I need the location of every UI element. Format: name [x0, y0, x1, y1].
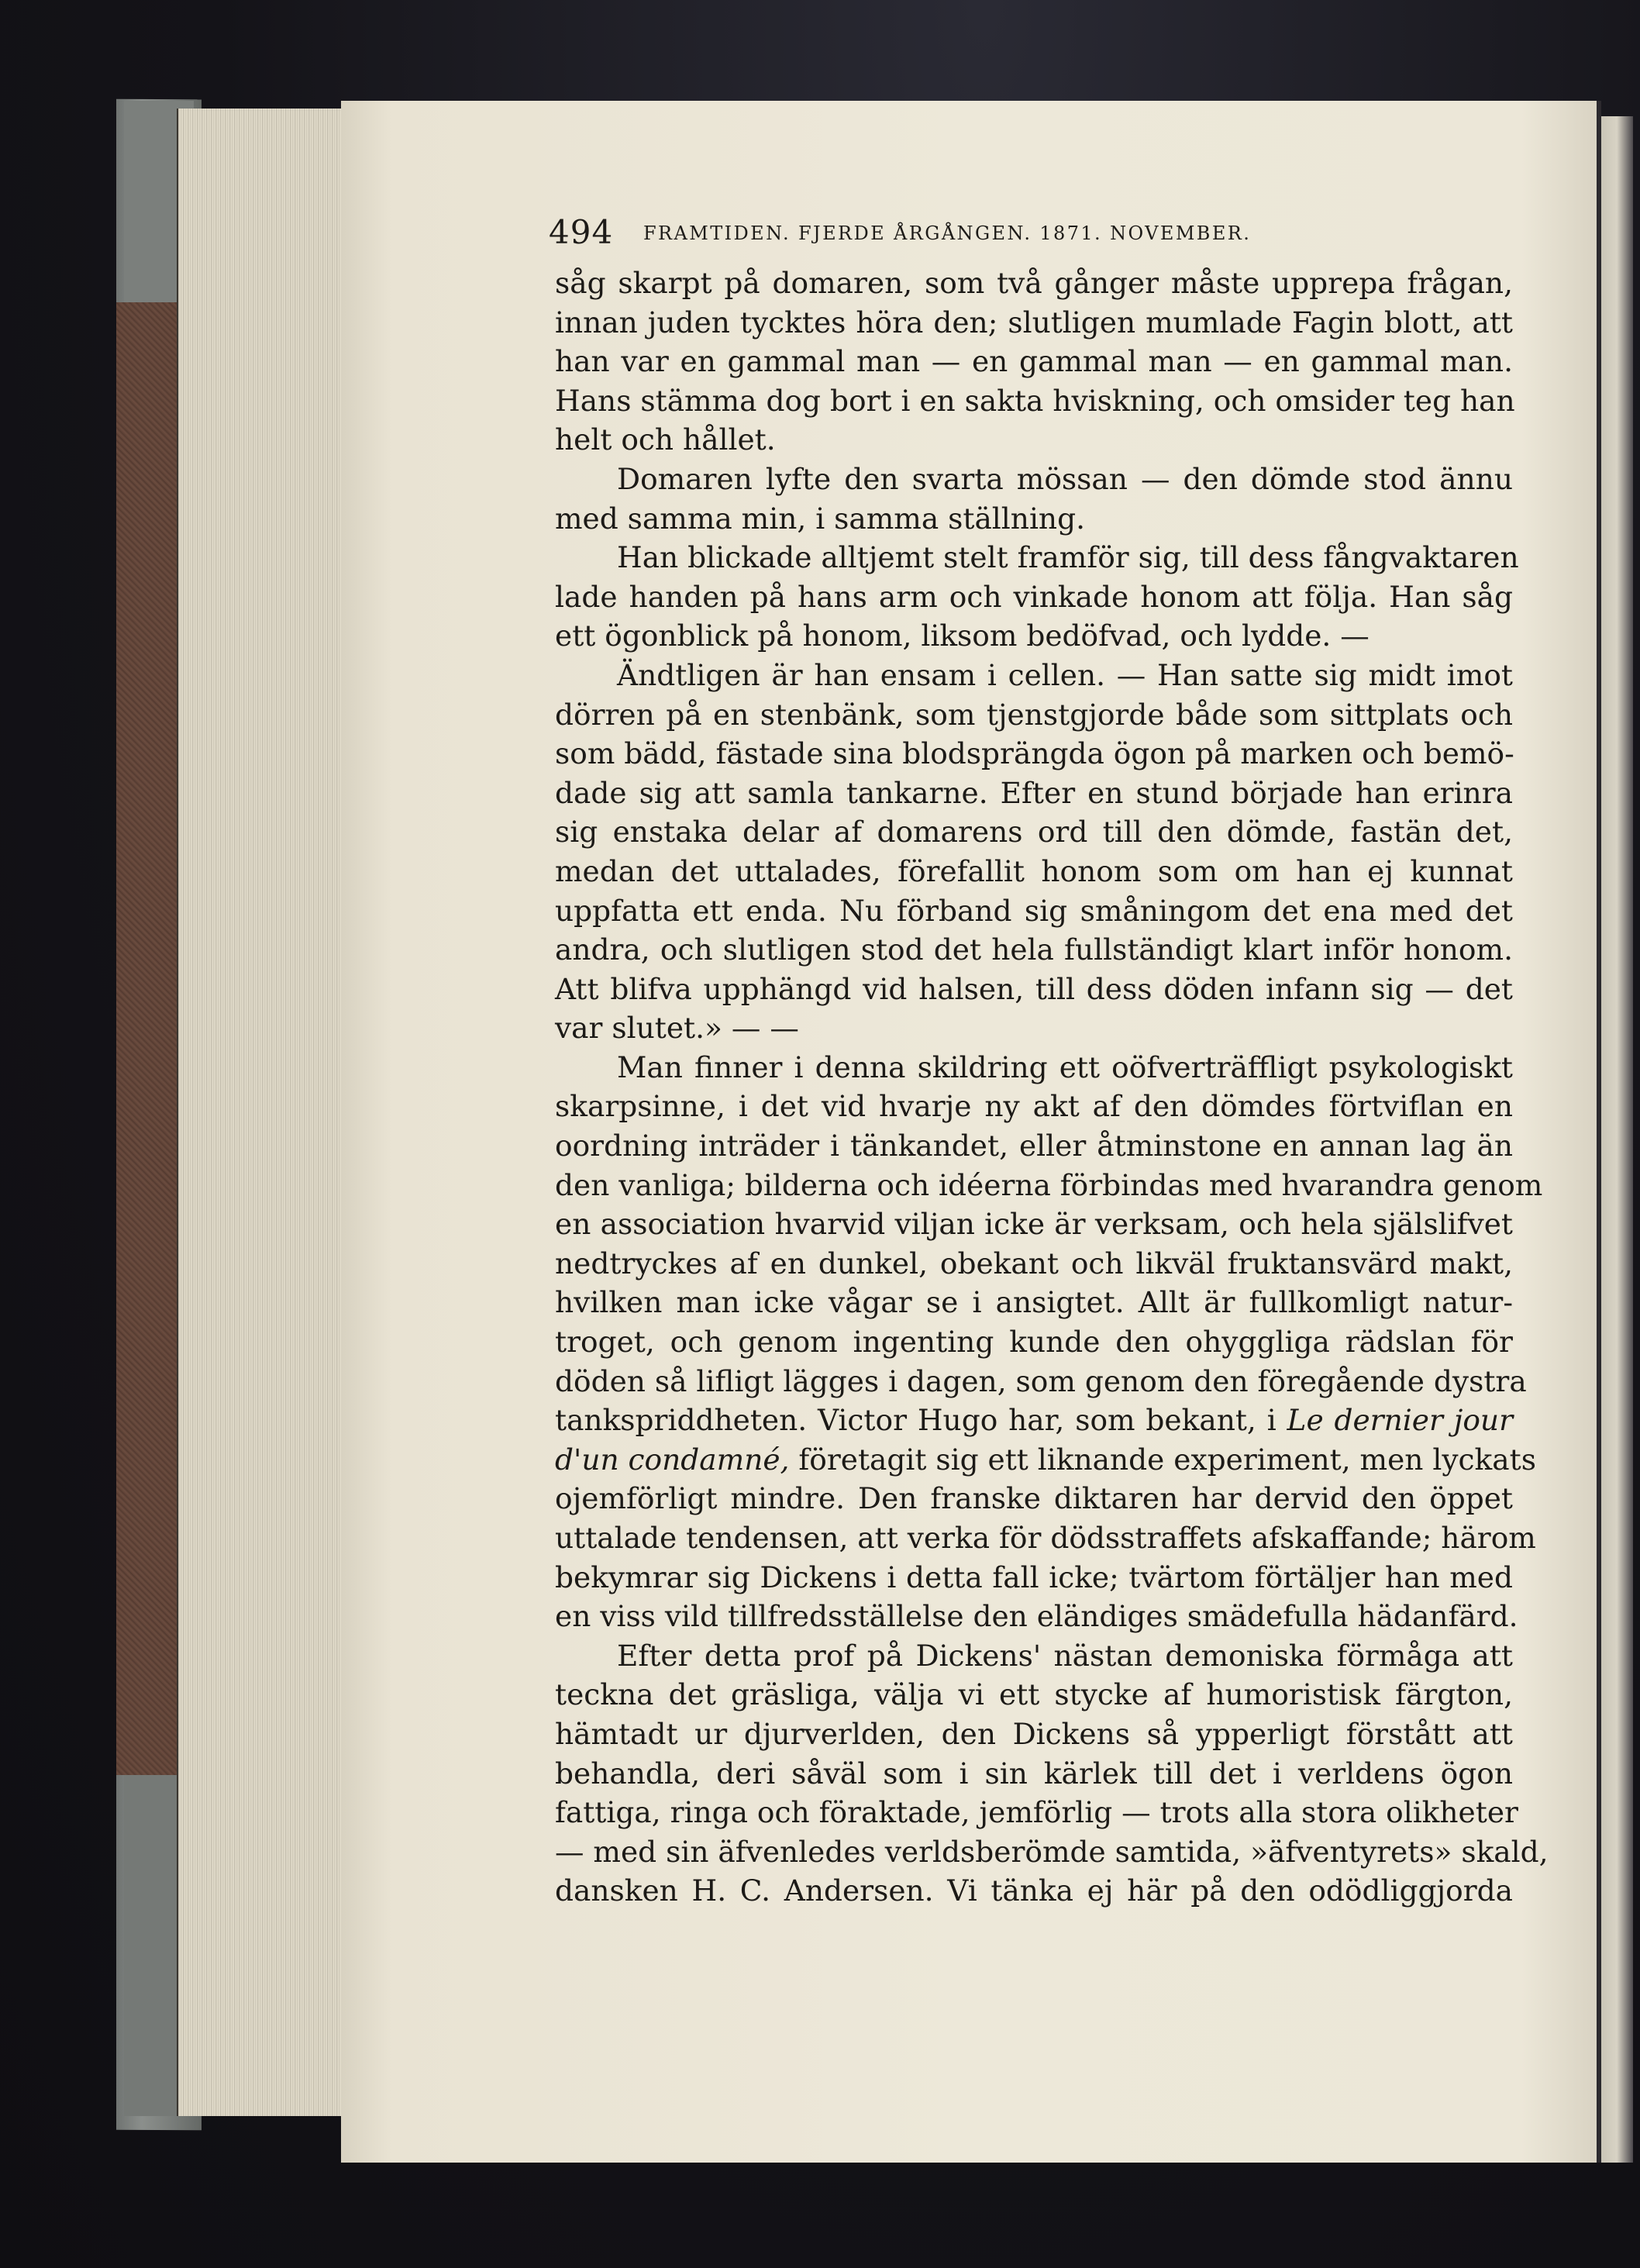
- line-text: sig enstaka delar af domarens ord till den dömde, fastän det,: [555, 815, 1513, 850]
- text-line: [555, 1558, 1513, 1598]
- text-line: [555, 970, 1513, 1009]
- text-line: [555, 499, 1513, 539]
- line-text: en association hvarvid viljan icke är verksam, och hela själslifvet: [555, 1207, 1513, 1242]
- page-stack: [177, 109, 357, 2116]
- text-line: [555, 616, 1513, 656]
- page-right-edge: [1593, 116, 1633, 2163]
- italic-title: d'un condamné,: [555, 1442, 790, 1477]
- text-line: [555, 1518, 1536, 1558]
- line-text: som bädd, fästade sina blodsprängda ögon på marken och bemö-: [555, 736, 1514, 771]
- text-line: [555, 1715, 1513, 1754]
- line-text: en viss vild tillfredsställelse den eländiges smädefulla hädanfärd.: [555, 1599, 1518, 1634]
- text-line: [555, 1244, 1513, 1284]
- line-text: uttalade tendensen, att verka för dödsstraffets afskaffande; härom: [555, 1521, 1536, 1555]
- line-text: skarpsinne, i det vid hvarje ny akt af den dömdes förtviflan en: [555, 1089, 1513, 1124]
- line-text: hämtadt ur djurverlden, den Dickens så ypperligt förstått att: [555, 1716, 1513, 1751]
- text-line: [555, 930, 1513, 970]
- text-line: [555, 1871, 1513, 1911]
- text-line: [555, 1832, 1549, 1872]
- line-text: dansken H. C. Andersen. Vi tänka ej här på den odödliggjorda: [555, 1873, 1513, 1908]
- line-text: den vanliga; bilderna och idéerna förbindas med hvarandra genom: [555, 1167, 1543, 1202]
- line-text: innan juden tycktes höra den; slutligen mumlade Fagin blott, att: [555, 305, 1513, 340]
- marbled-cover-edge: [116, 302, 178, 1775]
- line-text: nedtryckes af en dunkel, obekant och likväl fruktansvärd makt,: [555, 1246, 1513, 1280]
- text-line: [555, 1008, 1513, 1048]
- text-line: [555, 538, 1519, 577]
- text-line: [555, 656, 1513, 695]
- line-text: med samma min, i samma ställning.: [555, 501, 1086, 536]
- text-line: [555, 1401, 1513, 1440]
- body-text: [555, 264, 1549, 1911]
- line-text: döden så lifligt lägges i dagen, som genom den föregående dystra: [555, 1363, 1527, 1398]
- line-text: tankspriddheten. Victor Hugo har, som bekant, i: [555, 1403, 1287, 1438]
- line-text: Hans stämma dog bort i en sakta hviskning, och omsider teg han: [555, 383, 1515, 418]
- text-line: [555, 1754, 1513, 1794]
- line-text: uppfatta ett enda. Nu förband sig småningom det ena med det: [555, 893, 1513, 928]
- line-text: Han blickade alltjemt stelt framför sig, till dess fångvaktaren: [617, 540, 1519, 575]
- line-text: Ändtligen är han ensam i cellen. — Han satte sig midt imot: [617, 657, 1513, 692]
- text-line: [555, 774, 1513, 813]
- line-text: Efter detta prof på Dickens' nästan demoniska förmåga att: [617, 1638, 1513, 1673]
- line-text: såg skarpt på domaren, som två gånger måste upprepa frågan,: [555, 266, 1513, 300]
- text-line: [555, 1479, 1513, 1518]
- page-number: 494: [549, 213, 614, 251]
- text-line: [555, 264, 1513, 303]
- text-line: [555, 1597, 1518, 1636]
- text-line: [555, 381, 1513, 421]
- text-line: [555, 1362, 1527, 1401]
- text-line: [555, 852, 1513, 891]
- line-text: dörren på en stenbänk, som tjenstgjorde både som sittplats och: [555, 697, 1513, 732]
- line-text: hvilken man icke vågar se i ansigtet. Allt är fullkomligt natur-: [555, 1285, 1513, 1320]
- italic-title: Le dernier jour: [1287, 1403, 1514, 1438]
- line-text: teckna det gräsliga, välja vi ett stycke af humoristisk färgton,: [555, 1677, 1513, 1712]
- line-text: ett ögonblick på honom, liksom bedöfvad, och lydde. —: [555, 619, 1370, 653]
- text-line: [555, 1675, 1513, 1715]
- line-text: Man finner i denna skildring ett oöfverträffligt psykologiskt: [617, 1050, 1513, 1084]
- text-line: [555, 460, 1513, 499]
- text-line: [555, 577, 1513, 617]
- running-head: [549, 213, 1518, 251]
- line-text: troget, och genom ingenting kunde den ohyggliga rädslan för: [555, 1325, 1513, 1360]
- text-line: [555, 1048, 1513, 1087]
- line-text: medan det uttalades, förefallit honom som om han ej kunnat: [555, 853, 1513, 888]
- line-text: dade sig att samla tankarne. Efter en stund började han erinra: [555, 775, 1513, 810]
- text-line: [555, 734, 1513, 774]
- line-text: han var en gammal man — en gammal man — en gammal man.: [555, 344, 1513, 379]
- text-line: [555, 1793, 1518, 1832]
- text-line: [555, 695, 1513, 735]
- text-line: [555, 303, 1513, 343]
- text-line: [555, 1283, 1513, 1322]
- line-text: ojemförligt mindre. Den franske diktaren har dervid den öppet: [555, 1481, 1513, 1516]
- line-text: oordning inträder i tänkandet, eller åtminstone en annan lag än: [555, 1129, 1513, 1163]
- text-line: [555, 1636, 1513, 1676]
- text-line: [555, 1322, 1513, 1362]
- line-text: Domaren lyfte den svarta mössan — den dömde stod ännu: [617, 461, 1513, 496]
- line-text: behandla, deri såväl som i sin kärlek till det i verldens ögon: [555, 1756, 1513, 1791]
- text-line: [555, 891, 1513, 931]
- text-line: [555, 1126, 1513, 1166]
- text-line: [555, 812, 1513, 852]
- line-text: fattiga, ringa och föraktade, jemförlig — trots alla stora olikheter: [555, 1795, 1518, 1830]
- text-line: [555, 1205, 1513, 1244]
- line-text: lade handen på hans arm och vinkade honom att följa. Han såg: [555, 579, 1513, 614]
- line-text: var slutet.» — —: [555, 1011, 799, 1046]
- running-title: FRAMTIDEN. FJERDE ÅRGÅNGEN. 1871. NOVEMBER.: [643, 222, 1252, 244]
- text-line: [555, 342, 1513, 381]
- line-text: — med sin äfvenledes verldsberömde samtida, »äfventyrets» skald,: [555, 1834, 1549, 1869]
- text-line: [555, 1087, 1513, 1126]
- line-text: andra, och slutligen stod det hela fullständigt klart inför honom.: [555, 932, 1513, 967]
- line-text-after: företagit sig ett liknande experiment, men lyckats: [789, 1442, 1536, 1477]
- line-text: bekymrar sig Dickens i detta fall icke; tvärtom förtäljer han med: [555, 1560, 1513, 1594]
- text-line: [555, 1440, 1536, 1480]
- line-text: Att blifva upphängd vid halsen, till dess döden infann sig — det: [555, 971, 1513, 1006]
- text-line: [555, 420, 1513, 460]
- line-text: helt och hållet.: [555, 422, 776, 457]
- text-line: [555, 1166, 1543, 1205]
